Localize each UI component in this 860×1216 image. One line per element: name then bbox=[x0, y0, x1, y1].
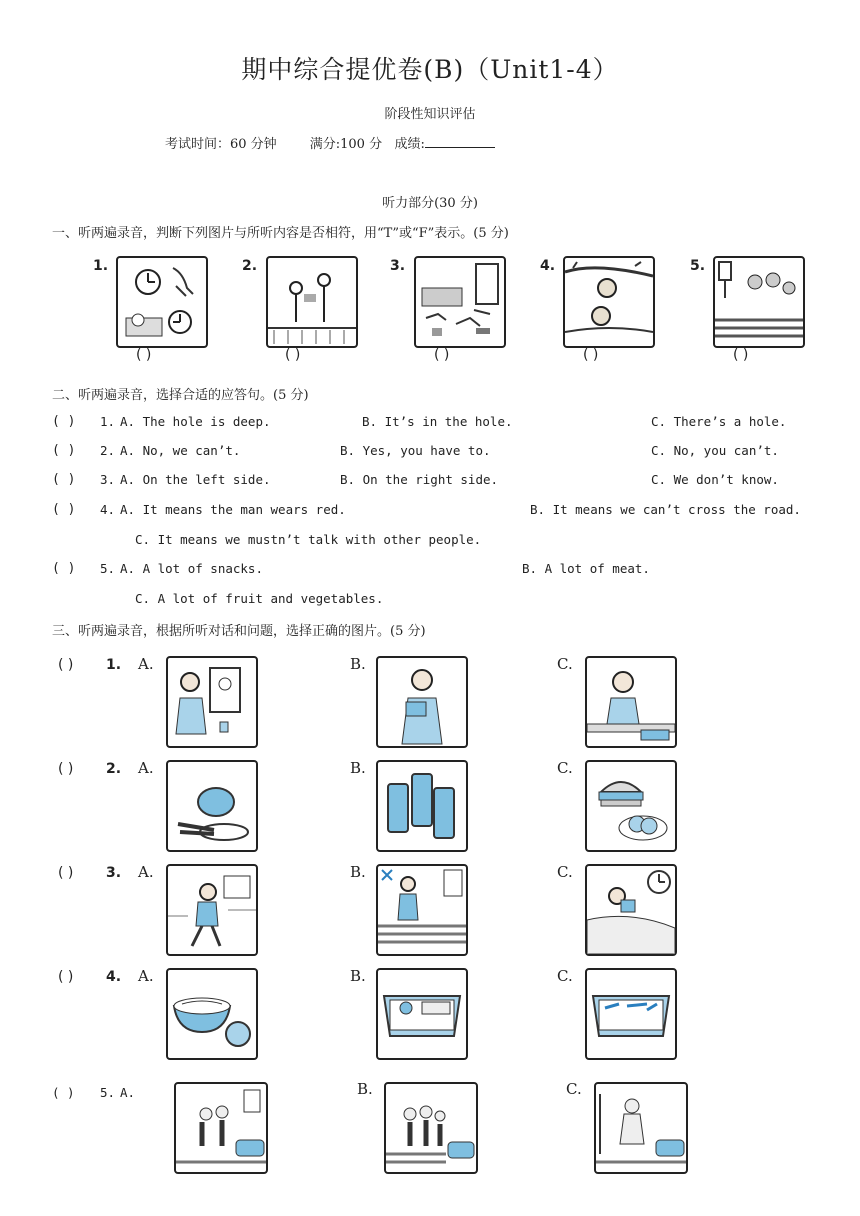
option-a: A. On the left side. bbox=[120, 472, 271, 487]
option-c: C. No, you can’t. bbox=[651, 443, 779, 458]
answer-blank[interactable]: ( ) bbox=[434, 347, 450, 363]
exam-info bbox=[165, 133, 495, 152]
option-letter: B. bbox=[350, 863, 366, 881]
item-number: 4. bbox=[540, 258, 556, 274]
option-letter: B. bbox=[350, 655, 366, 673]
item-number: 2. bbox=[242, 258, 258, 274]
girl-crosswalk-icon[interactable] bbox=[376, 864, 468, 956]
question-number: 2. bbox=[106, 761, 122, 777]
option-letter: B. bbox=[350, 967, 366, 985]
section2-instruction: 二、听两遍录音，选择合适的应答句。(5 分) bbox=[52, 388, 309, 403]
question-number: 5. bbox=[100, 561, 116, 576]
option-letter: A. bbox=[138, 655, 154, 673]
answer-blank[interactable]: ( ) bbox=[583, 347, 599, 363]
full-score: 满分:100 分 bbox=[309, 137, 383, 152]
girl-running-icon[interactable] bbox=[166, 864, 258, 956]
section1-instruction: 一、听两遍录音，判断下列图片与所听内容是否相符，用“T”或“F”表示。(5 分) bbox=[52, 226, 509, 241]
question-number: 5. bbox=[100, 1085, 116, 1100]
answer-blank[interactable]: ( ) bbox=[136, 347, 152, 363]
answer-blank[interactable]: ( ) bbox=[52, 443, 76, 458]
option-letter: C. bbox=[557, 967, 573, 985]
option-b: B. It’s in the hole. bbox=[362, 414, 513, 429]
option-letter: C. bbox=[557, 655, 573, 673]
people-sidewalk-icon[interactable] bbox=[174, 1082, 268, 1174]
question-number: 2. bbox=[100, 443, 116, 458]
answer-blank[interactable]: ( ) bbox=[52, 414, 76, 429]
question-number: 4. bbox=[100, 502, 116, 517]
page-title: 期中综合提优卷(B)（Unit1-4） bbox=[241, 55, 619, 84]
option-b: B. A lot of meat. bbox=[522, 561, 650, 576]
question-number: 1. bbox=[106, 657, 122, 673]
option-a: A. It means the man wears red. bbox=[120, 502, 346, 517]
answer-blank[interactable]: ( ) bbox=[733, 347, 749, 363]
option-letter: C. bbox=[557, 863, 573, 881]
boy-giving-gift-icon bbox=[266, 256, 358, 348]
cola-cans-icon[interactable] bbox=[376, 760, 468, 852]
answer-blank[interactable]: ( ) bbox=[58, 761, 74, 777]
option-letter: A. bbox=[120, 1085, 136, 1100]
option-b: B. It means we can’t cross the road. bbox=[530, 502, 801, 517]
question-number: 1. bbox=[100, 414, 116, 429]
option-c: C. A lot of fruit and vegetables. bbox=[135, 591, 384, 606]
girl-painting-icon[interactable] bbox=[166, 656, 258, 748]
option-a: A. No, we can’t. bbox=[120, 443, 241, 458]
crossing-road-icon bbox=[713, 256, 805, 348]
option-letter: B. bbox=[350, 759, 366, 777]
lunchbox-vegetables-icon[interactable] bbox=[585, 968, 677, 1060]
option-b: B. On the right side. bbox=[340, 472, 499, 487]
answer-blank[interactable]: ( ) bbox=[52, 561, 76, 576]
vegetables-icon[interactable] bbox=[166, 760, 258, 852]
hamburger-chicken-icon[interactable] bbox=[585, 760, 677, 852]
option-letter: A. bbox=[138, 863, 154, 881]
option-b: B. Yes, you have to. bbox=[340, 443, 491, 458]
people-crossing-icon[interactable] bbox=[384, 1082, 478, 1174]
answer-blank[interactable]: ( ) bbox=[285, 347, 301, 363]
option-a: A. A lot of snacks. bbox=[120, 561, 263, 576]
option-letter: B. bbox=[357, 1080, 373, 1098]
listening-part-title: 听力部分(30 分) bbox=[382, 196, 478, 211]
option-c: C. It means we mustn’t talk with other people. bbox=[135, 532, 482, 547]
answer-blank[interactable]: ( ) bbox=[58, 657, 74, 673]
answer-blank[interactable]: ( ) bbox=[52, 472, 76, 487]
answer-blank[interactable]: ( ) bbox=[52, 502, 76, 517]
page-subtitle: 阶段性知识评估 bbox=[384, 107, 476, 122]
option-letter: A. bbox=[138, 967, 154, 985]
clock-wakeup-icon bbox=[116, 256, 208, 348]
section3-instruction: 三、听两遍录音，根据所听对话和问题，选择正确的图片。(5 分) bbox=[52, 624, 426, 639]
answer-blank[interactable]: ( ) bbox=[58, 969, 74, 985]
girl-studying-desk-icon[interactable] bbox=[585, 656, 677, 748]
question-number: 3. bbox=[100, 472, 116, 487]
answer-blank[interactable]: ( ) bbox=[52, 1085, 75, 1100]
question-number: 4. bbox=[106, 969, 122, 985]
item-number: 1. bbox=[93, 258, 109, 274]
answer-blank[interactable]: ( ) bbox=[58, 865, 74, 881]
girl-reading-icon[interactable] bbox=[376, 656, 468, 748]
item-number: 5. bbox=[690, 258, 706, 274]
score-label: 成绩: bbox=[394, 137, 425, 152]
option-c: C. We don’t know. bbox=[651, 472, 779, 487]
children-tree-icon bbox=[563, 256, 655, 348]
question-number: 3. bbox=[106, 865, 122, 881]
exam-time: 考试时间：60 分钟 bbox=[165, 137, 277, 152]
item-number: 3. bbox=[390, 258, 406, 274]
woman-street-icon[interactable] bbox=[594, 1082, 688, 1174]
noodles-apple-icon[interactable] bbox=[166, 968, 258, 1060]
messy-room-icon bbox=[414, 256, 506, 348]
option-letter: C. bbox=[557, 759, 573, 777]
girl-bed-reading-icon[interactable] bbox=[585, 864, 677, 956]
option-a: A. The hole is deep. bbox=[120, 414, 271, 429]
option-letter: A. bbox=[138, 759, 154, 777]
lunchbox-egg-icon[interactable] bbox=[376, 968, 468, 1060]
score-blank[interactable] bbox=[425, 135, 495, 148]
option-c: C. There’s a hole. bbox=[651, 414, 787, 429]
option-letter: C. bbox=[566, 1080, 582, 1098]
